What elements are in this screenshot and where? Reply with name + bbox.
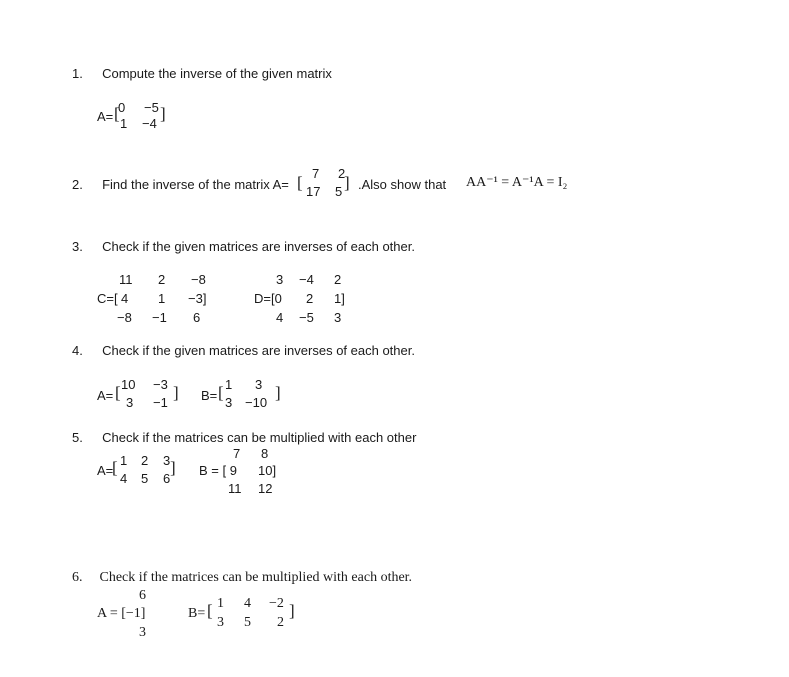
matrix-bracket-right: ]	[160, 104, 166, 123]
question-text: Find the inverse of the matrix A=	[102, 177, 289, 192]
matrix-cell: 3	[276, 272, 284, 287]
matrix-cell: 1	[120, 116, 128, 131]
matrix-cell: −8	[191, 272, 206, 287]
question-number: 2.	[72, 177, 83, 192]
matrix-cell: 6	[139, 588, 146, 603]
matrix-label: A=	[97, 463, 114, 478]
matrix-cell: 3	[334, 310, 342, 325]
matrix-cell: 6	[193, 310, 201, 325]
matrix-cell: 1	[158, 291, 166, 306]
matrix-cell: 3	[255, 377, 263, 392]
identity-equation: AA⁻¹ = A⁻¹A = I₂	[466, 175, 568, 190]
question-1	[72, 67, 332, 80]
question-text: Check if the given matrices are inverses of each other.	[102, 239, 415, 254]
matrix-cell: −1	[153, 395, 168, 410]
matrix-label: B=	[201, 388, 218, 403]
matrix-cell: 8	[261, 446, 269, 461]
matrix-cell: 2	[277, 615, 284, 630]
matrix-cell: 12	[258, 481, 273, 496]
matrix-label: B=	[188, 606, 206, 621]
matrix-cell: 2	[141, 453, 149, 468]
matrix-cell: 3	[163, 453, 171, 468]
matrix-label: B = [ 9	[199, 463, 237, 478]
matrix-label: A=	[97, 388, 114, 403]
question-number: 1.	[72, 66, 83, 81]
matrix-cell: 2	[338, 166, 346, 181]
matrix-cell: 1	[120, 453, 128, 468]
matrix-cell: −2	[269, 596, 284, 611]
matrix-cell: −4	[299, 272, 314, 287]
matrix-cell: 3	[139, 625, 146, 640]
question-text: Check if the matrices can be multiplied with each other.	[99, 570, 413, 585]
matrix-cell: 3	[225, 395, 233, 410]
matrix-cell: −10	[245, 395, 268, 410]
matrix-label: A = [−1]	[97, 606, 146, 621]
matrix-cell: −4	[142, 116, 157, 131]
question-6	[72, 571, 412, 585]
matrix-cell: 5	[141, 471, 149, 486]
question-text: Check if the given matrices are inverses of each other.	[102, 343, 415, 358]
matrix-cell: −3	[153, 377, 168, 392]
matrix-cell: 6	[163, 471, 171, 486]
matrix-bracket-right: ]	[173, 383, 179, 402]
matrix-cell: 4	[120, 471, 128, 486]
matrix-cell: 7	[233, 446, 241, 461]
matrix-bracket-left: [	[207, 601, 213, 620]
matrix-cell: −5	[299, 310, 314, 325]
matrix-bracket-right: ]	[170, 458, 176, 477]
matrix-cell: 4	[121, 291, 129, 306]
matrix-label: A=	[97, 109, 114, 124]
matrix-cell: 1]	[334, 291, 345, 306]
matrix-cell: 10]	[258, 463, 277, 478]
question-text: Compute the inverse of the given matrix	[102, 66, 332, 81]
matrix-cell: 11	[228, 481, 242, 496]
matrix-cell: 2	[334, 272, 342, 287]
matrix-bracket-left: [	[297, 173, 303, 192]
matrix-cell: 4	[244, 596, 251, 611]
matrix-bracket-right: ]	[344, 173, 350, 192]
matrix-cell: 11	[119, 272, 133, 287]
question-number: 4.	[72, 343, 83, 358]
matrix-cell: 5	[244, 615, 251, 630]
matrix-cell: 2	[158, 272, 166, 287]
matrix-cell: 4	[276, 310, 284, 325]
question-number: 3.	[72, 239, 83, 254]
matrix-cell: 1	[217, 596, 224, 611]
matrix-cell: 1	[225, 377, 233, 392]
matrix-bracket-right: ]	[289, 601, 295, 620]
matrix-cell: 5	[335, 184, 343, 199]
question-4	[72, 344, 415, 357]
question-suffix: .Also show that	[358, 177, 447, 192]
matrix-label: D=[0	[254, 291, 282, 306]
matrix-cell: 17	[306, 184, 321, 199]
question-text: Check if the matrices can be multiplied with each other	[102, 430, 417, 445]
question-number: 5.	[72, 430, 83, 445]
matrix-cell: 3	[217, 615, 224, 630]
matrix-bracket-left: [	[112, 458, 118, 477]
matrix-bracket-left: [	[114, 104, 120, 123]
matrix-cell: 3	[126, 395, 134, 410]
matrix-bracket-right: ]	[275, 383, 281, 402]
question-2	[72, 178, 289, 191]
matrix-bracket-left: [	[115, 383, 121, 402]
matrix-cell: −8	[117, 310, 132, 325]
matrix-cell: −3]	[188, 291, 207, 306]
matrix-bracket-left: [	[218, 383, 224, 402]
matrix-cell: 7	[312, 166, 320, 181]
question-3	[72, 240, 415, 253]
question-5	[72, 431, 416, 444]
matrix-cell: −5	[144, 100, 159, 115]
matrix-cell: 0	[118, 100, 126, 115]
matrix-cell: 2	[306, 291, 314, 306]
matrix-cell: −1	[152, 310, 167, 325]
matrix-label: C=[	[97, 291, 118, 306]
question-number: 6.	[72, 570, 83, 585]
matrix-cell: 10	[121, 377, 136, 392]
